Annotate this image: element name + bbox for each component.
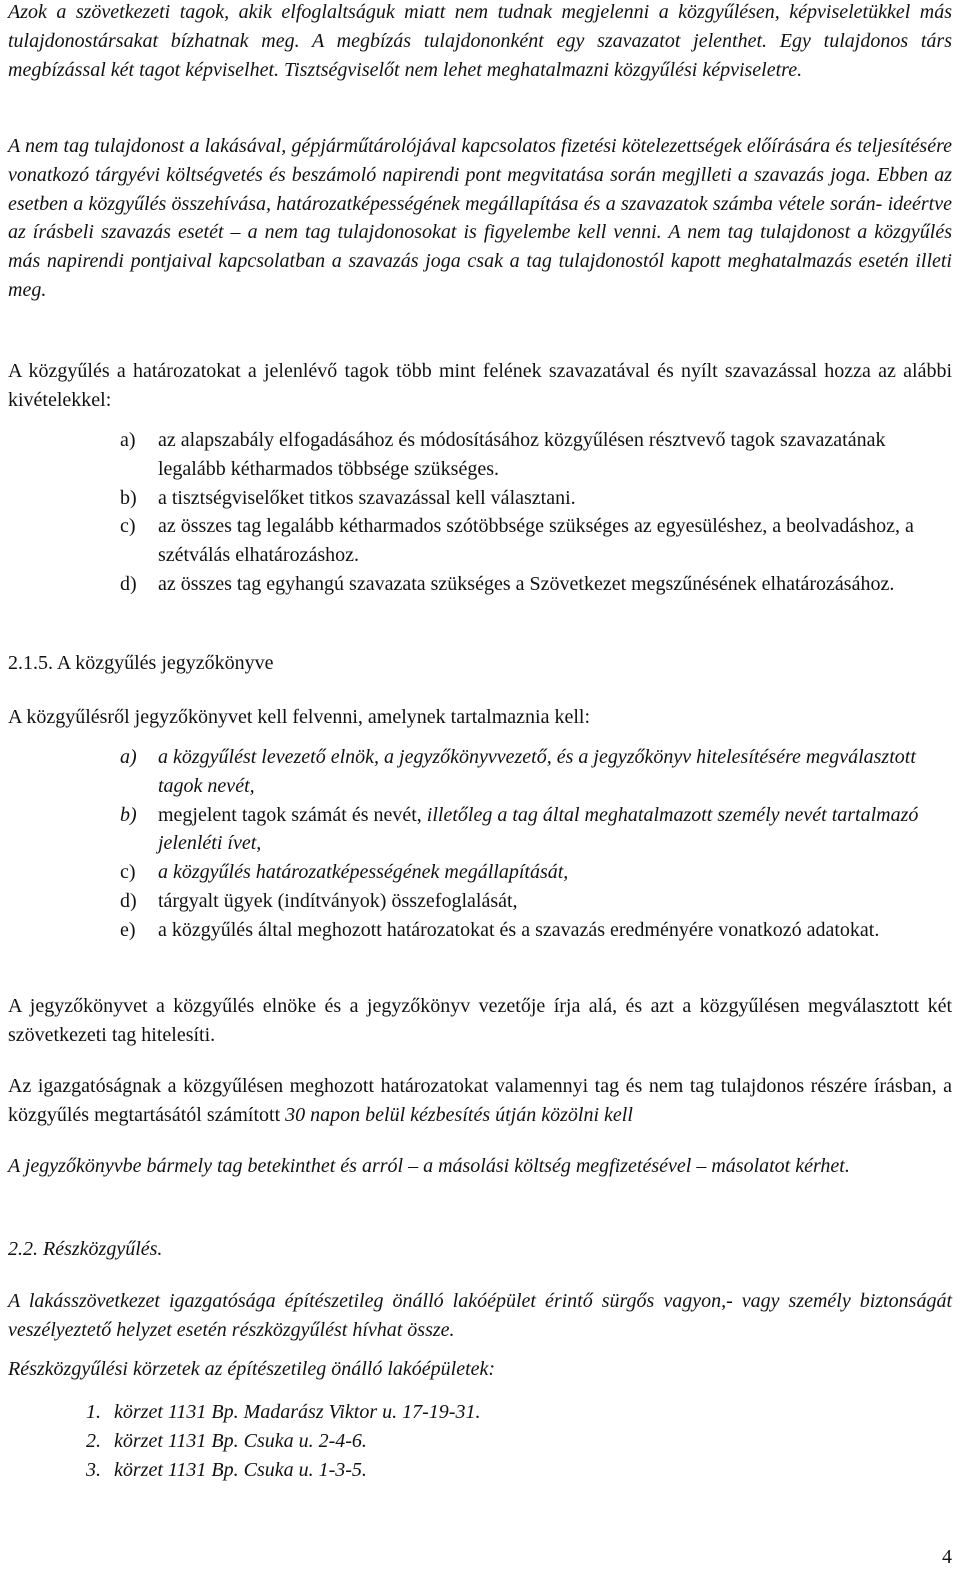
paragraph-partial-assembly: A lakásszövetkezet igazgatósága építészetileg önálló lakóépület érintő sürgős vagyon,- vagy személy biztonságát veszélyeztető helyzet esetén részközgyűlést hívhat össze. bbox=[8, 1290, 952, 1341]
paragraph-resolutions: A közgyűlés a határozatokat a jelenlévő tagok több mint felének szavazatával és nyílt szavazással hozza az alábbi kivételekkel: bbox=[8, 360, 952, 411]
section-heading-partial-assembly: 2.2. Részközgyűlés. bbox=[8, 1238, 163, 1260]
list-item: e) a közgyűlés által meghozott határozatokat és a szavazás eredményére vonatkozó adatokat. bbox=[120, 918, 880, 941]
list-item: b) a tisztségviselőket titkos szavazással kell választani. bbox=[120, 486, 576, 509]
list-item: b) megjelent tagok számát és nevét, illetőleg a tag által meghatalmazott személy nevét tartalmazó jelenléti ívet, bbox=[120, 803, 919, 855]
list-item: a) az alapszabály elfogadásához és módosításához közgyűlésen résztvevő tagok szavazatának legalább kétharmados többsége szükséges. bbox=[120, 429, 886, 480]
list-item: d) tárgyalt ügyek (indítványok) összefoglalását, bbox=[120, 889, 518, 912]
minutes-contents-list bbox=[8, 743, 952, 945]
section-heading-minutes: 2.1.5. A közgyűlés jegyzőkönyve bbox=[8, 652, 274, 674]
paragraph-proxy-voting: Azok a szövetkezeti tagok, akik elfoglaltságuk miatt nem tudnak megjelenni a közgyűlésen, képviseletükkel más tulajdonostársakat bízhatnak meg. A megbízás tulajdononként egy szavazatot jelenthet. Egy tulajdonos társ megbízással két tagot képviselhet. Tisztségviselőt nem lehet meghatalmazni közgyűlési képviseletre. bbox=[8, 1, 952, 81]
districts-list bbox=[8, 1398, 952, 1484]
paragraph-non-member-owner: A nem tag tulajdonost a lakásával, gépjárműtárolójával kapcsolatos fizetési kötelezettségek előírására és teljesítésére vonatkozó tárgyévi költségvetés és beszámoló napirendi pont megvitatása során megjlleti a szavazás joga. Ebben az esetben a közgyűlés összehívása, határozatképességének megállapítása és a szavazatok számba vétele során- ideértve az írásbeli szavazás esetét – a nem tag tulajdonosokat is figyelembe kell venni. A nem tag tulajdonost a közgyűlés más napirendi pontjaival kapcsolatban a szavazás joga csak a tag tulajdonostól kapott meghatalmazás esetén illeti meg. bbox=[8, 135, 952, 301]
paragraph-resolution-delivery: Az igazgatóságnak a közgyűlésen meghozott határozatokat valamennyi tag és nem tag tulajdonos részére írásban, a közgyűlés megtartásától számított 30 napon belül kézbesítés útján közölni kell bbox=[8, 1075, 952, 1126]
paragraph-districts-intro: Részközgyűlési körzetek az építészetileg önálló lakóépületek: bbox=[8, 1358, 496, 1380]
paragraph-minutes-access: A jegyzőkönyvbe bármely tag betekinthet és arról – a másolási költség megfizetésével – másolatot kérhet. bbox=[8, 1155, 850, 1177]
exceptions-list bbox=[8, 426, 952, 599]
paragraph-minutes-intro: A közgyűlésről jegyzőkönyvet kell felvenni, amelynek tartalmaznia kell: bbox=[8, 706, 591, 728]
list-item: c) az összes tag legalább kétharmados szótöbbsége szükséges az egyesüléshez, a beolvadáshoz, a szétválás elhatározáshoz. bbox=[120, 515, 914, 567]
list-item: a) a közgyűlést levezető elnök, a jegyzőkönyvvezető, és a jegyzőkönyv hitelesítésére megválasztott tagok nevét, bbox=[120, 746, 916, 797]
list-item: 2. körzet 1131 Bp. Csuka u. 2-4-6. bbox=[86, 1429, 367, 1452]
paragraph-minutes-signing: A jegyzőkönyvet a közgyűlés elnöke és a jegyzőkönyv vezetője írja alá, és azt a közgyűlésen megválasztott két szövetkezeti tag hitelesíti. bbox=[8, 995, 952, 1046]
list-item: 3. körzet 1131 Bp. Csuka u. 1-3-5. bbox=[86, 1458, 367, 1481]
list-item: d) az összes tag egyhangú szavazata szükséges a Szövetkezet megszűnésének elhatározásához. bbox=[120, 572, 895, 595]
list-item: c) a közgyűlés határozatképességének megállapítását, bbox=[120, 861, 569, 884]
list-item: 1. körzet 1131 Bp. Madarász Viktor u. 17-19-31. bbox=[86, 1401, 481, 1423]
page-number: 4 bbox=[942, 1546, 952, 1568]
